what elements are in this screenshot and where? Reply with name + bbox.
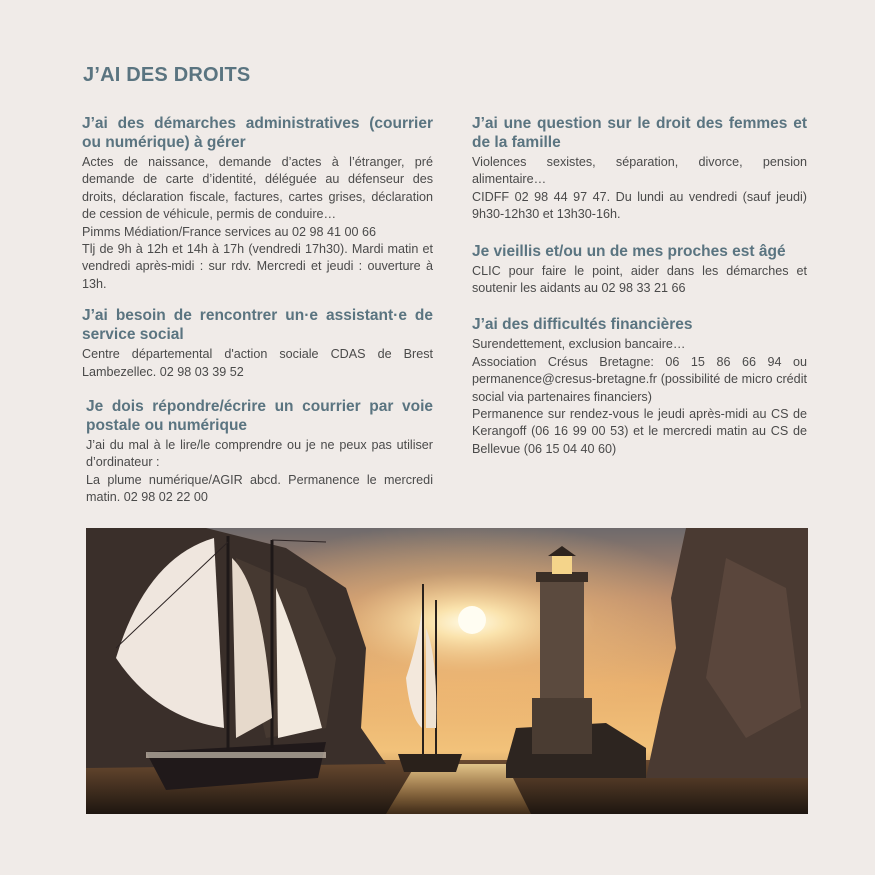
section-heading: J’ai des difficultés financières (472, 316, 693, 334)
section-text: La plume numérique/AGIR abcd. Permanence le mercredi matin. 02 98 02 22 00 (86, 472, 433, 505)
section-social-worker (82, 306, 433, 381)
section-text: CLIC pour faire le point, aider dans les démarches et soutenir les aidants au 02 98 33 21 66 (472, 263, 807, 296)
section-heading: J’ai une question sur le droit des femmes et de la famille (472, 115, 807, 151)
section-heading: Je vieillis et/ou un de mes proches est âgé (472, 242, 786, 260)
section-text: Actes de naissance, demande d’actes à l’étranger, pré demande de carte d’identité, déléguée au défenseur des droits, déclaration fiscale, factures, cartes grises, déclaration de cession de véhicule, permis de conduire… (82, 155, 433, 222)
page-title: J’AI DES DROITS (83, 64, 251, 86)
section-financial (472, 315, 807, 458)
right-column (472, 114, 807, 458)
section-heading: J’ai des démarches administratives (courrier ou numérique) à gérer (82, 115, 433, 151)
section-heading: J’ai besoin de rencontrer un·e assistant·e de service social (82, 307, 433, 344)
section-text: Surendettement, exclusion bancaire… (472, 337, 686, 352)
section-elderly (472, 242, 807, 298)
section-text: Pimms Médiation/France services au 02 98 41 00 66 (82, 224, 377, 239)
section-text: CIDFF 02 98 44 97 47. Du lundi au vendredi (sauf jeudi) 9h30-12h30 et 13h30-16h. (472, 189, 807, 222)
section-heading: Je dois répondre/écrire un courrier par voie postale ou numérique (86, 398, 433, 435)
left-column (82, 114, 433, 507)
section-text: Violences sexistes, séparation, divorce, pension alimentaire… (472, 155, 807, 187)
section-text: Permanence sur rendez-vous le jeudi après-midi au CS de Kerangoff (06 16 99 00 53) et le mercredi matin au CS de Bellevue (06 15 04 40 60) (472, 407, 807, 456)
lighthouse-sunset-image (86, 528, 808, 814)
section-text: J’ai du mal à le lire/le comprendre ou je ne peux pas utiliser d’ordinateur : (86, 438, 433, 470)
section-text: Association Crésus Bretagne: 06 15 86 66 94 ou permanence@cresus-bretagne.fr (possibilité de micro crédit social via partenaires financiers) (472, 354, 807, 404)
section-text: Centre départemental d'action sociale CDAS de Brest Lambezellec. 02 98 03 39 52 (82, 347, 433, 379)
section-admin (82, 114, 433, 293)
section-women-rights (472, 114, 807, 224)
section-text: Tlj de 9h à 12h et 14h à 17h (vendredi 17h30). Mardi matin et vendredi après-midi : sur rdv. Mercredi et jeudi : ouverture à 13h. (82, 242, 433, 291)
section-mail (82, 397, 433, 507)
